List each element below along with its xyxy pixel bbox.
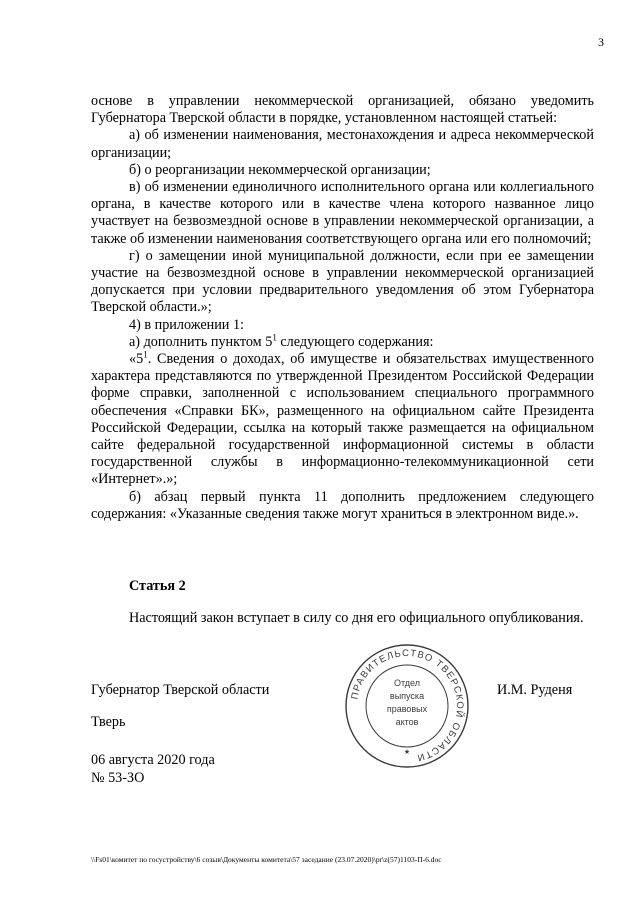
stamp-line-1: Отдел (393, 678, 421, 688)
stamp-ring-text: ПРАВИТЕЛЬСТВО ТВЕРСКОЙ ОБЛАСТИ (349, 647, 466, 764)
stamp-line-3: правовых (386, 704, 428, 714)
item-a: а) об изменении наименования, местонахождения и адреса некоммерческой организации; (91, 127, 594, 161)
signing-date: 06 августа 2020 года (91, 752, 215, 768)
body-line: Губернатора Тверской области в порядке, установленном настоящей статьей: (91, 110, 558, 127)
article-2-paragraph: Настоящий закон вступает в силу со дня его официального опубликования. (129, 610, 584, 626)
body-line: основе в управлении некоммерческой организацией, обязано уведомить (91, 93, 594, 109)
file-path-footer: \\Fs01\комитет по госустройству\6 созыв\Документы комитета\57 заседание (23.07.2020)\pr\z(57)1103-П-6.doc (91, 855, 442, 864)
law-number: № 53-ЗО (91, 770, 145, 786)
page-number: 3 (598, 35, 604, 49)
stamp-line-2: выпуска (389, 691, 425, 701)
item-v: в) об изменении единоличного исполнительного органа или коллегиального органа, в качестве которого или в качестве члена которого названное лицо участвует на безвозмездной основе в управлении некоммерческой организации, а также об изменении наименования соответствующего органа или его полномочий; (91, 179, 594, 247)
signer-title: Губернатор Тверской области (91, 682, 270, 698)
article-2-heading: Статья 2 (129, 578, 186, 594)
article-2-text (91, 610, 594, 627)
official-stamp (343, 642, 471, 770)
stamp-star-icon: ★ (403, 749, 411, 756)
item-b: б) о реорганизации некоммерческой организации; (129, 161, 431, 178)
quote-5-1: «$5^1$. Сведения о доходах, об имуществе и обязательствах имущественного характера представляются по утвержденной Президентом Российской Федерации форме справки, заполненной с использованием специального программного обеспечения «Справки БК», размещенного на официальном сайте Президента Российской Федерации, ссылка на который также размещается на официальном сайте федеральной государственной информационной системы в области государственной службы в информационно-телекоммуникационной сети «Интернет».»; (91, 349, 594, 488)
city: Тверь (91, 714, 126, 730)
item-4b: б) абзац первый пункта 11 дополнить предложением следующего содержания: «Указанные сведения также могут храниться в электронном виде.». (91, 488, 594, 522)
signer-name: И.М. Руденя (497, 682, 573, 698)
item-4a: а) дополнить пунктом $5^1$ следующего содержания: (129, 332, 434, 350)
item-4: 4) в приложении 1: (129, 316, 244, 333)
stamp-line-4: актов (395, 717, 419, 727)
body-text (91, 93, 594, 523)
item-g: г) о замещении иной муниципальной должности, если при ее замещении участие на безвозмездной основе в управлении некоммерческой организацией допускается при условии предварительного уведомления об этом Губернатора Тверской области.»; (91, 247, 594, 316)
